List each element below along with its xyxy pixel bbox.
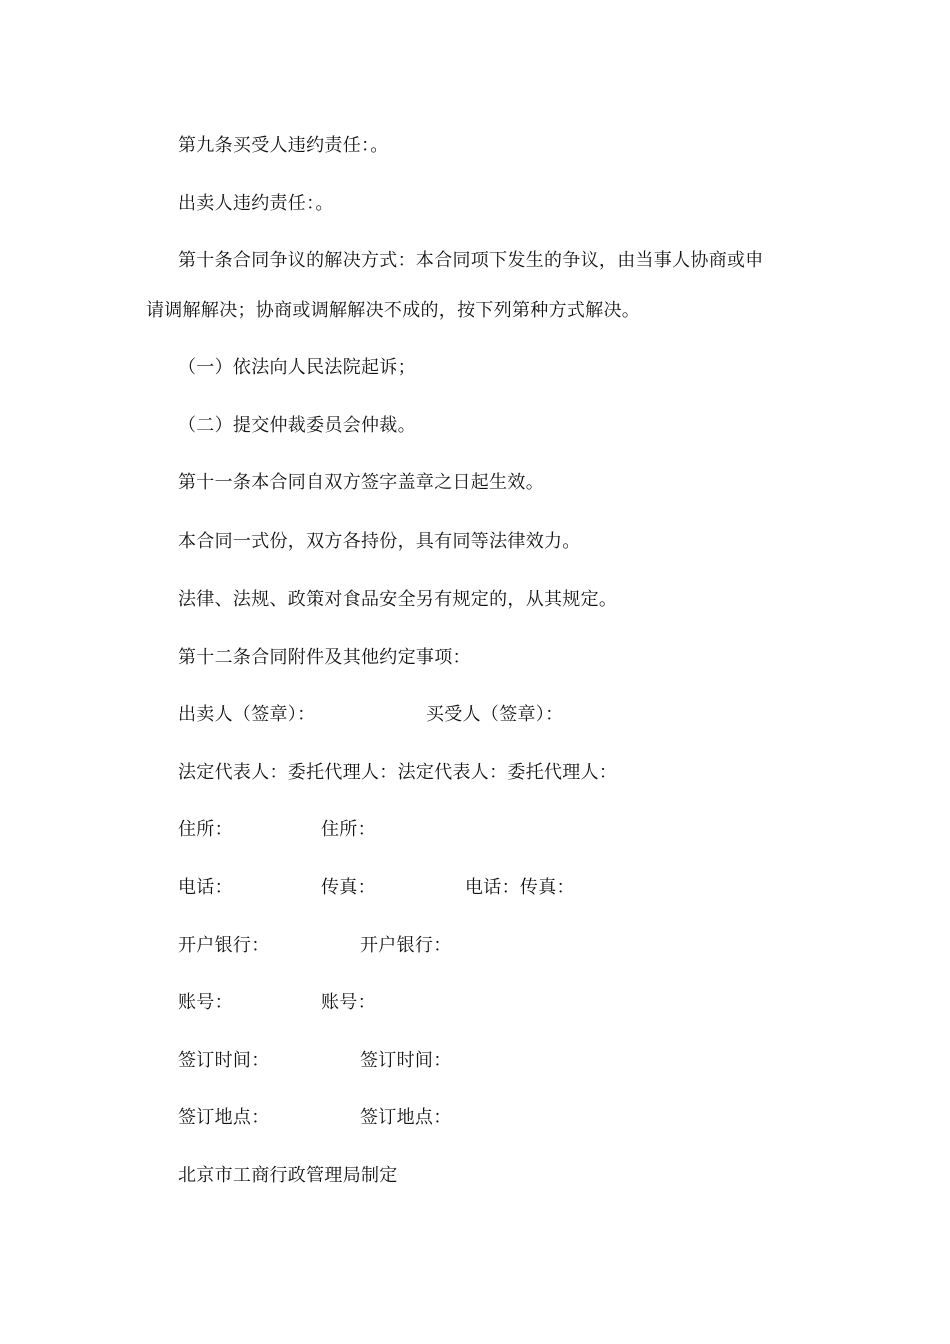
article-10-dispute-line-2: 请调解解决；协商或调解解决不成的，按下列第种方式解决。 xyxy=(146,300,641,321)
seller-address-label: 住所： xyxy=(178,819,233,840)
food-safety-clause: 法律、法规、政策对食品安全另有规定的，从其规定。 xyxy=(178,589,618,610)
article-12-attachments: 第十二条合同附件及其他约定事项： xyxy=(178,647,471,668)
copies-clause: 本合同一式份，双方各持份，具有同等法律效力。 xyxy=(178,531,581,552)
buyer-bank-label: 开户银行： xyxy=(360,935,452,956)
seller-account-label: 账号： xyxy=(178,992,233,1013)
seller-sign-place-label: 签订地点： xyxy=(178,1107,270,1128)
buyer-phone-fax-label: 电话：传真： xyxy=(465,877,575,898)
representatives-label: 法定代表人：委托代理人：法定代表人：委托代理人： xyxy=(178,762,618,783)
seller-seal-label: 出卖人（签章）： xyxy=(178,704,316,725)
buyer-seal-label: 买受人（签章）： xyxy=(426,704,564,725)
buyer-address-label: 住所： xyxy=(321,819,376,840)
buyer-account-label: 账号： xyxy=(321,992,376,1013)
article-11-effectiveness: 第十一条本合同自双方签字盖章之日起生效。 xyxy=(178,472,544,493)
dispute-option-2: （二）提交仲裁委员会仲裁。 xyxy=(178,415,416,436)
article-10-dispute-line-1: 第十条合同争议的解决方式：本合同项下发生的争议，由当事人协商或申 xyxy=(178,250,764,271)
seller-liability: 出卖人违约责任：。 xyxy=(178,193,334,214)
buyer-sign-time-label: 签订时间： xyxy=(360,1050,452,1071)
issuer-footer: 北京市工商行政管理局制定 xyxy=(178,1165,398,1186)
buyer-sign-place-label: 签订地点： xyxy=(360,1107,452,1128)
seller-bank-label: 开户银行： xyxy=(178,935,270,956)
dispute-option-1: （一）依法向人民法院起诉； xyxy=(178,357,416,378)
seller-phone-label: 电话： xyxy=(178,877,233,898)
seller-fax-label: 传真： xyxy=(321,877,376,898)
article-9-buyer-liability: 第九条买受人违约责任：。 xyxy=(178,135,389,156)
seller-sign-time-label: 签订时间： xyxy=(178,1050,270,1071)
